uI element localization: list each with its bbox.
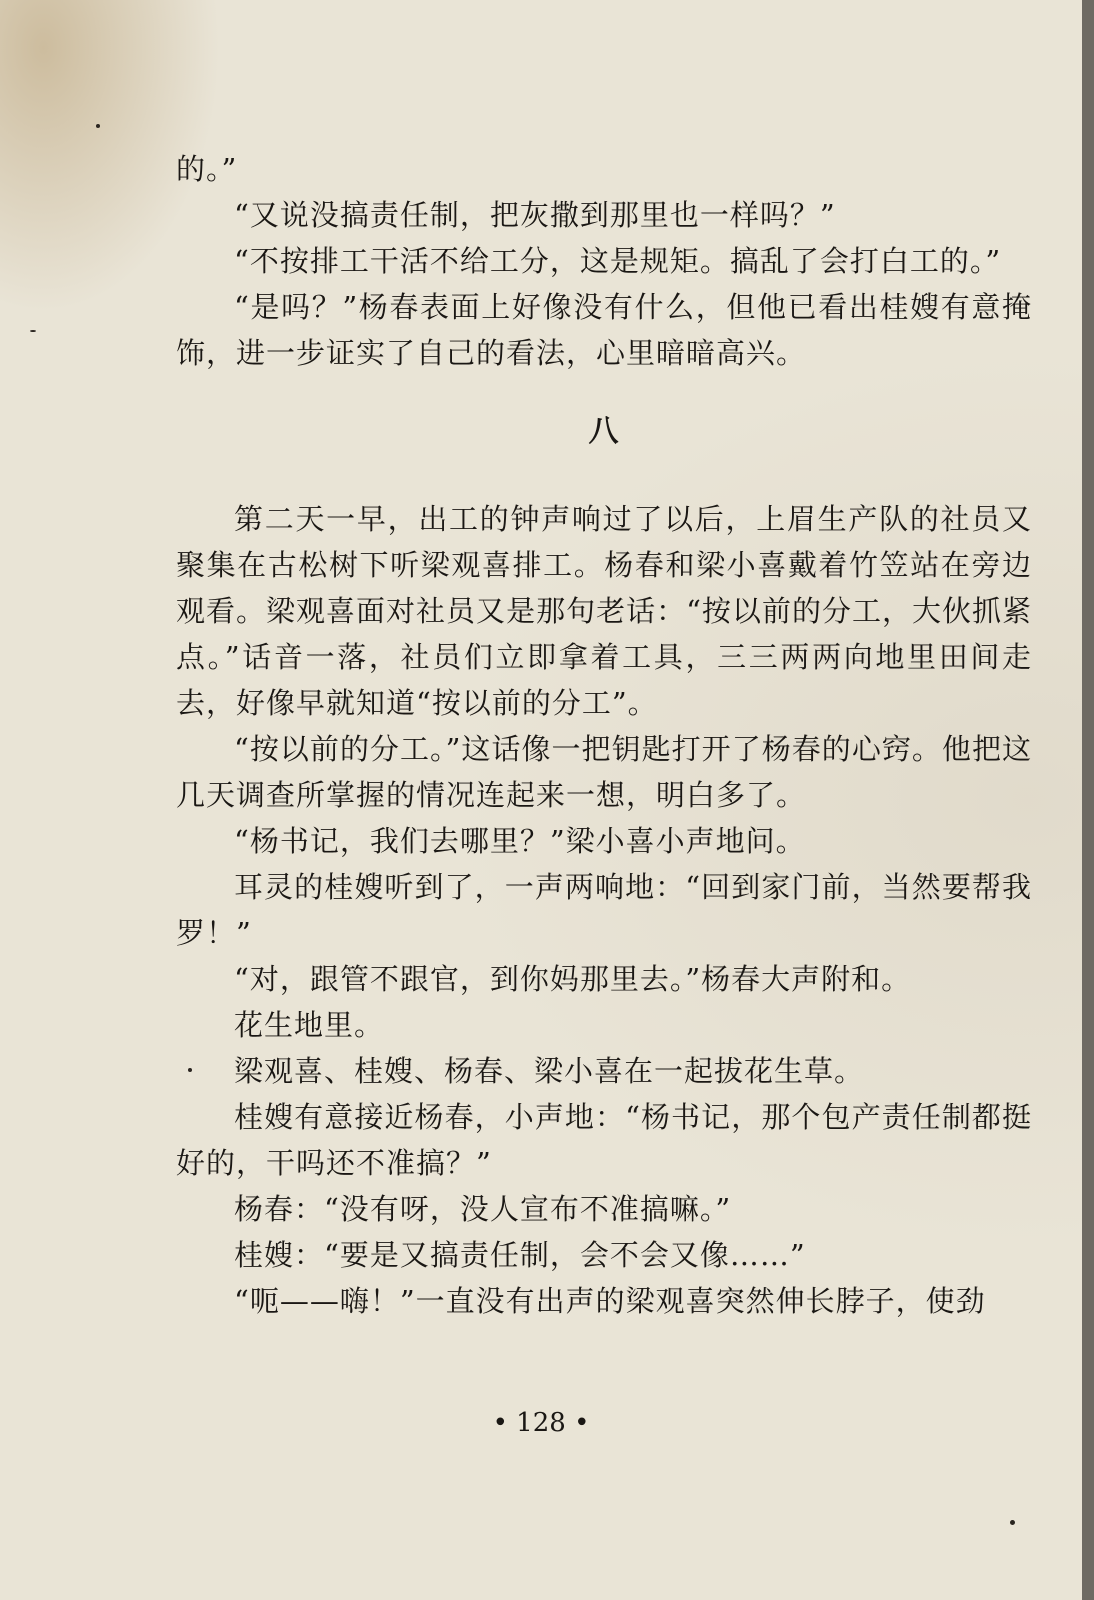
paragraph: “是吗？”杨春表面上好像没有什么，但他已看出桂嫂有意掩饰，进一步证实了自己的看法，心里暗暗高兴。	[176, 290, 1032, 370]
ink-speck	[1010, 1520, 1015, 1525]
paragraph: 花生地里。	[234, 1008, 385, 1042]
paragraph: “按以前的分工。”这话像一把钥匙打开了杨春的心窍。他把这几天调查所掌握的情况连起来一想，明白多了。	[176, 732, 1032, 812]
ink-speck	[30, 330, 36, 332]
paragraph: 桂嫂：“要是又搞责任制，会不会又像……”	[234, 1238, 806, 1272]
paragraph: 梁观喜、桂嫂、杨春、梁小喜在一起拔花生草。	[234, 1054, 865, 1088]
chapter-heading: 八	[588, 414, 620, 449]
paragraph: 桂嫂有意接近杨春，小声地：“杨书记，那个包产责任制都挺好的，干吗还不准搞？”	[176, 1100, 1032, 1180]
paragraph: 的。”	[176, 152, 238, 186]
ink-speck	[96, 124, 100, 128]
ink-speck	[188, 1068, 192, 1072]
paragraph: 第二天一早，出工的钟声响过了以后，上眉生产队的社员又聚集在古松树下听梁观喜排工。杨春和梁小喜戴着竹笠站在旁边观看。梁观喜面对社员又是那句老话：“按以前的分工，大伙抓紧点。”话音一落，社员们立即拿着工具，三三两两向地里田间走去，好像早就知道“按以前的分工”。	[176, 502, 1032, 720]
paragraph: 杨春：“没有呀，没人宣布不准搞嘛。”	[234, 1192, 732, 1226]
paragraph: “杨书记，我们去哪里？”梁小喜小声地问。	[234, 824, 806, 858]
paragraph: “不按排工干活不给工分，这是规矩。搞乱了会打白工的。”	[234, 244, 1002, 278]
paragraph: “对，跟管不跟官，到你妈那里去。”杨春大声附和。	[234, 962, 912, 996]
paragraph: “呃——嗨！”一直没有出声的梁观喜突然伸长脖子，使劲	[234, 1284, 986, 1318]
body-text	[176, 146, 1032, 1324]
page-number: • 128 •	[492, 1408, 590, 1438]
paragraph: “又说没搞责任制，把灰撒到那里也一样吗？”	[234, 198, 836, 232]
paragraph: 耳灵的桂嫂听到了，一声两响地：“回到家门前，当然要帮我罗！”	[176, 870, 1032, 950]
